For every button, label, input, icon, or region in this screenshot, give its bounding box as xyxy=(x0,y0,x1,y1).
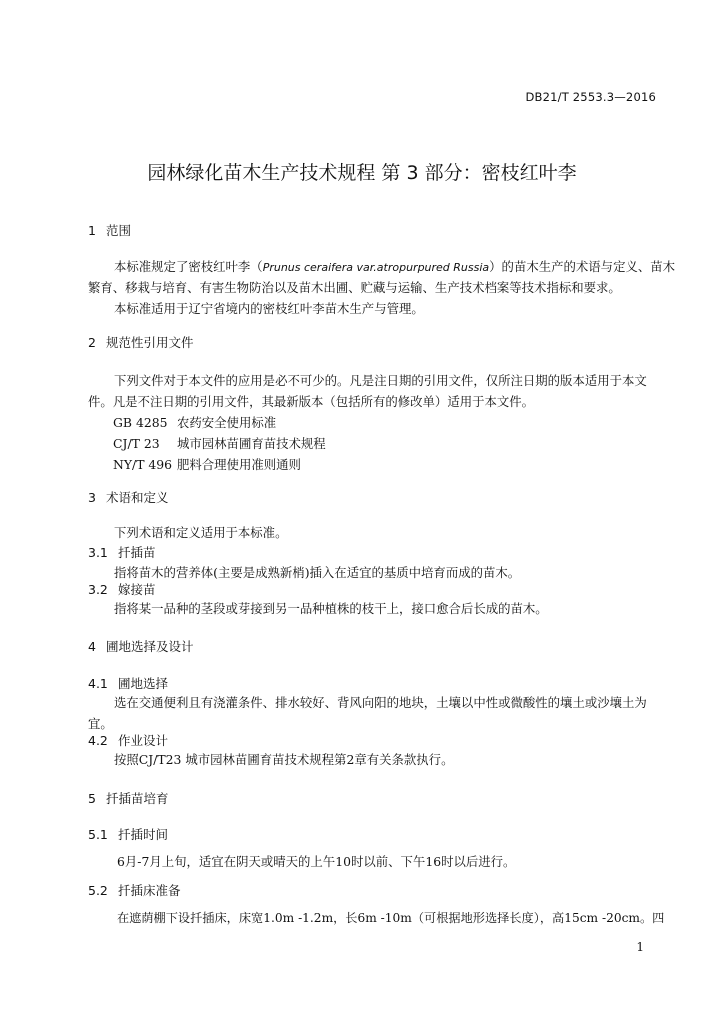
subsection-number: 5.2 xyxy=(88,883,108,898)
section-title: 规范性引用文件 xyxy=(106,335,194,350)
references-paragraph-line: 下列文件对于本文件的应用是必不可少的。凡是注日期的引用文件，仅所注日期的版本适用于本文 xyxy=(114,373,647,388)
section-title: 圃地选择及设计 xyxy=(106,639,194,654)
subsection-text-line: 宜。 xyxy=(88,716,113,731)
term-heading xyxy=(88,543,156,561)
term-name: 嫁接苗 xyxy=(118,582,156,597)
subsection-text-line: 6月-7月上旬，适宜在阴天或晴天的上午10时以前、下午16时以后进行。 xyxy=(117,854,516,869)
section-title: 术语和定义 xyxy=(106,490,169,505)
section-heading-cutting-seedlings xyxy=(88,789,169,807)
standard-code: DB21/T 2553.3—2016 xyxy=(525,90,656,104)
section-title: 范围 xyxy=(106,223,132,238)
terms-intro: 下列术语和定义适用于本标准。 xyxy=(114,525,288,540)
subsection-title: 扦插床准备 xyxy=(118,883,181,898)
subsection-title: 圃地选择 xyxy=(118,676,169,691)
reference-name: 肥料合理使用准则通则 xyxy=(177,457,301,472)
document-title: 园林绿化苗木生产技术规程 第 3 部分：密枝红叶李 xyxy=(147,162,577,184)
scope-paragraph-line: 繁育、移栽与培育、有害生物防治以及苗木出圃、贮藏与运输、生产技术档案等技术指标和要求。 xyxy=(88,280,621,295)
section-number: 2 xyxy=(88,335,96,350)
term-name: 扦插苗 xyxy=(118,545,156,560)
section-title: 扦插苗培育 xyxy=(106,791,169,806)
scope-paragraph: 本标准适用于辽宁省境内的密枝红叶李苗木生产与管理。 xyxy=(114,301,424,316)
section-number: 1 xyxy=(88,223,96,238)
subsection-number: 4.2 xyxy=(88,733,108,748)
term-number: 3.2 xyxy=(88,582,108,597)
section-heading-scope xyxy=(88,221,131,239)
text-run: ）的苗木生产的术语与定义、苗木 xyxy=(489,259,676,274)
subsection-heading xyxy=(88,731,168,749)
subsection-title: 作业设计 xyxy=(118,733,169,748)
reference-code: CJ/T 23 xyxy=(113,436,160,451)
subsection-heading xyxy=(88,674,168,692)
subsection-heading xyxy=(88,881,181,899)
section-number: 3 xyxy=(88,490,96,505)
reference-item xyxy=(113,433,326,454)
text-run: 本标准规定了密枝红叶李（ xyxy=(114,259,263,274)
reference-code: NY/T 496 xyxy=(113,457,173,472)
subsection-text-line: 按照CJ/T23 城市园林苗圃育苗技术规程第2章有关条款执行。 xyxy=(114,752,454,767)
subsection-number: 5.1 xyxy=(88,827,108,842)
page-number: 1 xyxy=(636,940,644,954)
scope-paragraph-line xyxy=(114,256,675,278)
term-definition: 指将某一品种的茎段或芽接到另一品种植株的枝干上，接口愈合后长成的苗木。 xyxy=(114,601,548,616)
term-number: 3.1 xyxy=(88,545,108,560)
section-heading-terms xyxy=(88,488,169,506)
subsection-text-line: 在遮荫棚下设扦插床，床宽1.0m -1.2m，长6m -10m（可根据地形选择长度），高15cm -20cm。四 xyxy=(117,911,665,925)
reference-code: GB 4285 xyxy=(113,415,168,430)
term-heading xyxy=(88,580,156,598)
subsection-number: 4.1 xyxy=(88,676,108,691)
reference-item xyxy=(113,454,301,475)
section-heading-nursery-site xyxy=(88,637,194,655)
latin-name: Prunus ceraifera var.atropurpured Russia xyxy=(262,261,490,274)
term-definition: 指将苗木的营养体(主要是成熟新梢)插入在适宜的基质中培育而成的苗木。 xyxy=(114,565,521,580)
section-heading-normative-references xyxy=(88,333,194,351)
section-number: 4 xyxy=(88,639,96,654)
reference-name: 农药安全使用标准 xyxy=(177,415,277,430)
reference-name: 城市园林苗圃育苗技术规程 xyxy=(177,436,326,451)
references-paragraph-line: 件。凡是不注日期的引用文件，其最新版本（包括所有的修改单）适用于本文件。 xyxy=(88,394,535,409)
reference-item xyxy=(113,412,276,433)
subsection-heading xyxy=(88,825,168,843)
section-number: 5 xyxy=(88,791,96,806)
subsection-text-line: 选在交通便利且有浇灌条件、排水较好、背风向阳的地块，土壤以中性或微酸性的壤土或沙壤土为 xyxy=(114,695,647,710)
subsection-title: 扦插时间 xyxy=(118,827,169,842)
